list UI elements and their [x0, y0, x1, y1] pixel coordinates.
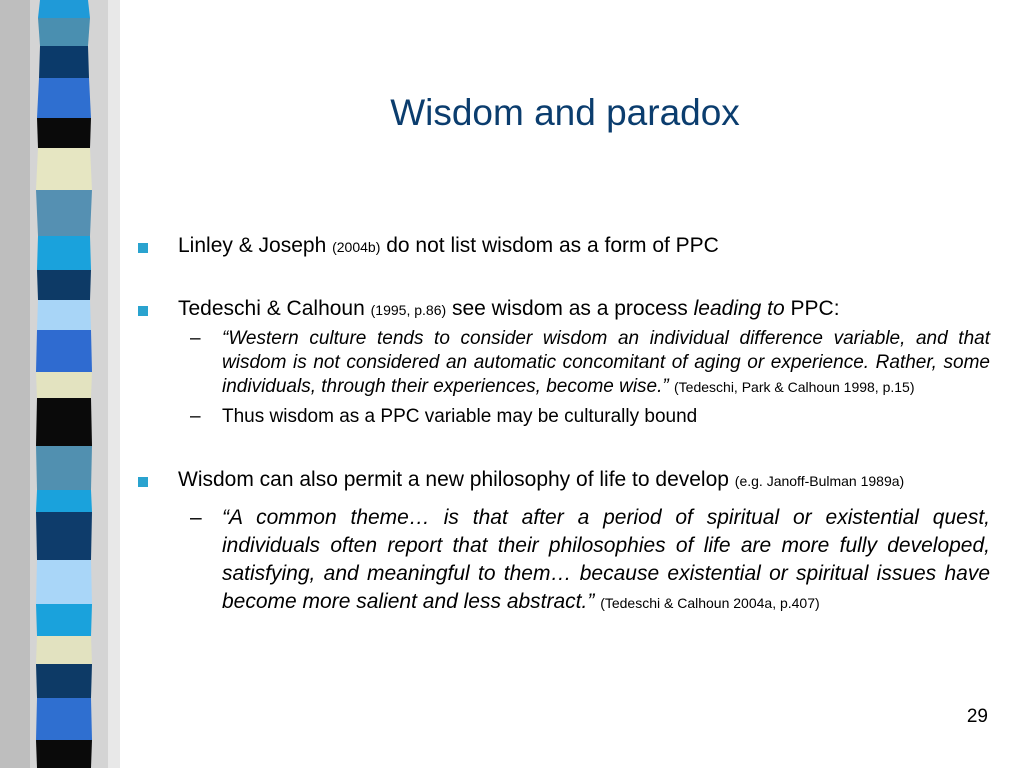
bullet-text: do not list wisdom as a form of PPC [386, 234, 719, 257]
square-bullet-icon [138, 477, 148, 487]
page-number: 29 [966, 706, 988, 727]
slide-content [138, 225, 990, 617]
quote-text: “Western culture tends to consider wisdom an individual difference variable, and that wisdom is not considered an automatic concomitant of aging or experience. Rather, some individuals, through their experiences, become wise.” [222, 328, 990, 397]
citation: (Tedeschi & Calhoun 2004a, p.407) [600, 595, 820, 611]
bullet-text: Wisdom can also permit a new philosophy of life to develop [178, 468, 729, 491]
citation: (Tedeschi, Park & Calhoun 1998, p.15) [674, 379, 915, 395]
quote-text: “A common theme… is that after a period of spiritual or existential quest, individuals often report that their philosophies of life are more fully developed, satisfying, and meaningful to them… because existential or spiritual issues have become more salient and less abstract.” [222, 506, 990, 613]
dash-bullet-icon: – [190, 406, 201, 427]
slide-title: Wisdom and paradox [390, 92, 740, 133]
citation: (1995, p.86) [370, 302, 447, 318]
sub-bullet-item [138, 504, 990, 617]
dash-bullet-icon: – [190, 328, 201, 349]
author: Tedeschi & Calhoun [178, 297, 365, 320]
bullet-text: PPC: [790, 297, 840, 320]
decorative-stripe-band [0, 0, 120, 768]
bullet-item [138, 233, 990, 260]
square-bullet-icon [138, 243, 148, 253]
bullet-item [138, 296, 990, 323]
bullet-text: see wisdom as a process [451, 297, 688, 320]
sub-bullet-text: Thus wisdom as a PPC variable may be culturally bound [222, 406, 698, 427]
citation: (e.g. Janoff-Bulman 1989a) [734, 473, 905, 489]
citation: (2004b) [332, 239, 381, 255]
emphasis-text: leading to [693, 297, 785, 320]
sub-bullet-item [138, 405, 990, 429]
square-bullet-icon [138, 306, 148, 316]
bullet-item [138, 467, 990, 494]
author: Linley & Joseph [178, 234, 327, 257]
sub-bullet-item [138, 327, 990, 399]
dash-bullet-icon: – [190, 506, 202, 529]
